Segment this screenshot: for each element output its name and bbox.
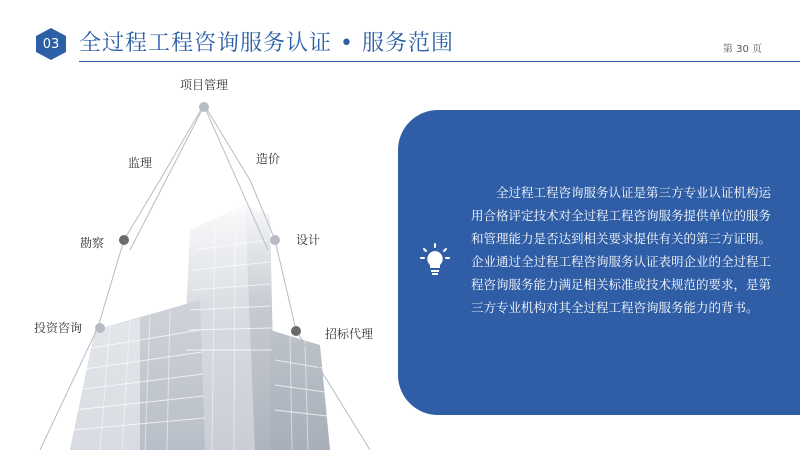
- node-left-middle: [119, 235, 129, 245]
- node-top: [199, 102, 209, 112]
- section-number: 03: [42, 36, 60, 52]
- label-survey: 勘察: [80, 236, 105, 250]
- label-supervision: 监理: [128, 156, 153, 170]
- page-number: 第 30 页: [722, 44, 762, 55]
- card-description: 全过程工程咨询服务认证是第三方专业认证机构运用合格评定技术对全过程工程咨询服务提供单位的服务和管理能力是否达到相关要求提供有关的第三方证明。企业通过全过程工程咨询服务认证表明企业的全过程工程咨询服务能力满足相关标准或技术规范的要求，是第三方专业机构对其全过程工程咨询服务能力的背书。: [471, 185, 772, 315]
- label-bidding-agency: 招标代理: [325, 327, 374, 341]
- label-project-management: 项目管理: [180, 78, 229, 92]
- node-right-middle: [270, 235, 280, 245]
- page-title: 全过程工程咨询服务认证 • 服务范围: [79, 31, 454, 56]
- label-cost: 造价: [256, 152, 281, 166]
- node-right-lower: [291, 326, 301, 336]
- node-left-lower: [95, 323, 105, 333]
- label-investment-consulting: 投资咨询: [34, 321, 83, 335]
- lightbulb-icon: [420, 243, 450, 277]
- label-design: 设计: [296, 233, 321, 247]
